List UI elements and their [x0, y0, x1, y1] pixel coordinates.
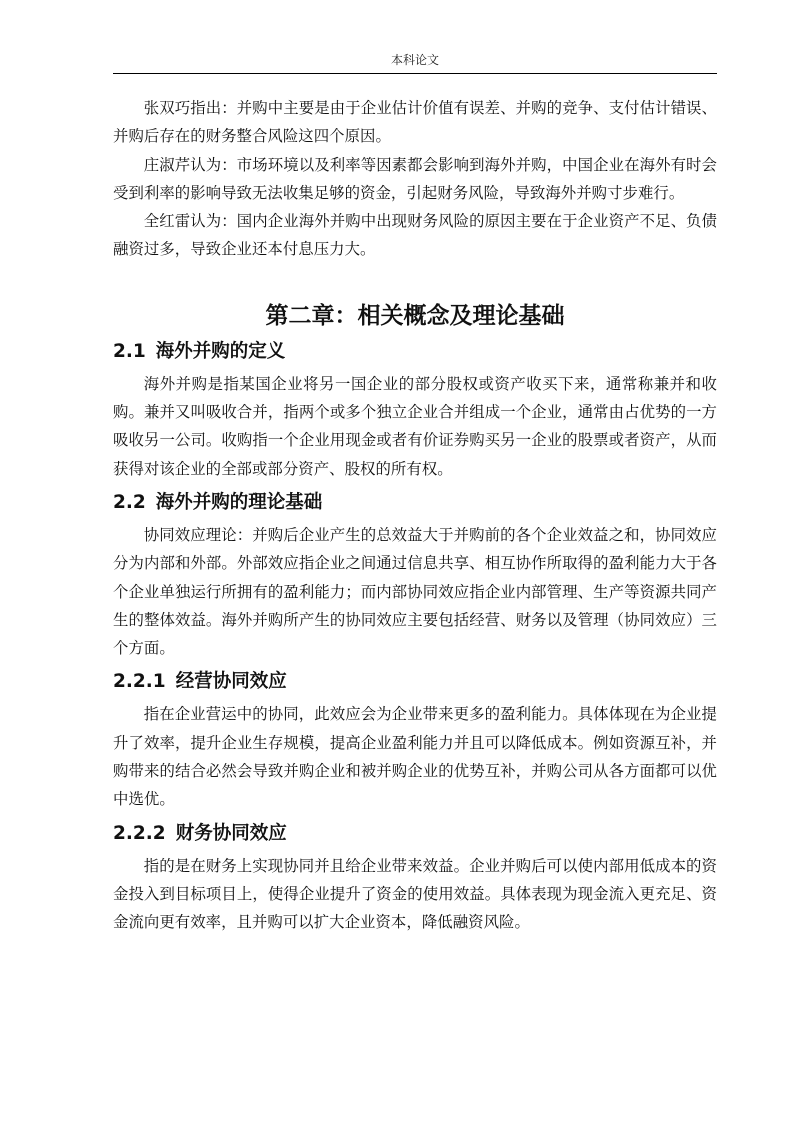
body-paragraph: 指的是在财务上实现协同并且给企业带来效益。企业并购后可以使内部用低成本的资金投入到目标项目上，使得企业提升了资金的使用效益。具体表现为现金流入更充足、资金流向更有效率，且并购可以扩大企业资本，降低融资风险。: [113, 856, 717, 932]
section-title: 经营协同效应: [175, 671, 287, 693]
section-title: 财务协同效应: [175, 822, 287, 844]
subsection-heading: [113, 668, 717, 696]
page-header: 本科论文: [390, 53, 439, 67]
body-paragraph: 协同效应理论：并购后企业产生的总效益大于并购前的各个企业效益之和，协同效应分为内部和外部。外部效应指企业之间通过信息共享、相互协作所取得的盈利能力大于各个企业单独运行所拥有的盈利能力；而内部协同效应指企业内部管理、生产等资源共同产生的整体效益。海外并购所产生的协同效应主要包括经营、财务以及管理（协同效应）三个方面。: [113, 525, 717, 658]
intro-paragraph: 全红雷认为：国内企业海外并购中出现财务风险的原因主要在于企业资产不足、负债融资过多，导致企业还本付息压力大。: [113, 212, 717, 259]
subsection-heading: [113, 820, 717, 848]
chapter-title: 第二章：相关概念及理论基础: [265, 302, 565, 329]
body-paragraph: 指在企业营运中的协同，此效应会为企业带来更多的盈利能力。具体体现在为企业提升了效率，提升企业生存规模，提高企业盈利能力并且可以降低成本。例如资源互补，并购带来的结合必然会导致并购企业和被并购企业的优势互补，并购公司从各方面都可以优中选优。: [113, 705, 717, 809]
section-heading: [113, 338, 717, 366]
section-number: 2.2.2: [113, 822, 166, 844]
section-number: 2.1: [113, 340, 146, 362]
section-title: 海外并购的定义: [155, 340, 286, 362]
body-paragraph: 海外并购是指某国企业将另一国企业的部分股权或资产收买下来，通常称兼并和收购。兼并又叫吸收合并，指两个或多个独立企业合并组成一个企业，通常由占优势的一方吸收另一公司。收购指一个企业用现金或者有价证券购买另一企业的股票或者资产，从而获得对该企业的全部或部分资产、股权的所有权。: [113, 374, 717, 478]
intro-paragraph: 庄淑芹认为：市场环境以及利率等因素都会影响到海外并购，中国企业在海外有时会受到利率的影响导致无法收集足够的资金，引起财务风险，导致海外并购寸步难行。: [113, 155, 717, 202]
intro-paragraph: 张双巧指出：并购中主要是由于企业估计价值有误差、并购的竞争、支付估计错误、并购后存在的财务整合风险这四个原因。: [113, 99, 717, 146]
section-heading: [113, 489, 717, 517]
header-rule: [113, 73, 717, 74]
section-title: 海外并购的理论基础: [155, 491, 323, 513]
page-body: [113, 94, 717, 937]
section-number: 2.2.1: [113, 671, 166, 693]
section-number: 2.2: [113, 491, 146, 513]
